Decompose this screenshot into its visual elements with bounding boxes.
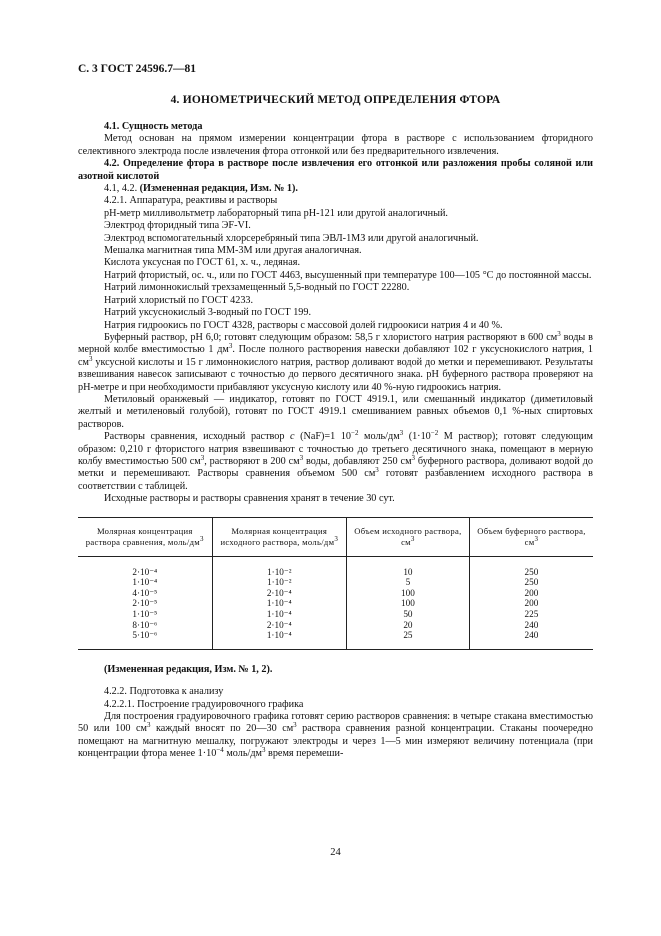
table-cell: 240: [524, 630, 539, 641]
table-cell: 1·10⁻²: [267, 577, 292, 588]
section-4-2-2-1-heading: 4.2.2.1. Построение градуировочного графика: [104, 698, 304, 710]
section-title: 4. ИОНОМЕТРИЧЕСКИЙ МЕТОД ОПРЕДЕЛЕНИЯ ФТОРА: [170, 94, 501, 106]
page-number: 24: [330, 847, 341, 858]
column-reference-concentration: [78, 556, 212, 649]
table-cell: 8·10⁻⁶: [132, 619, 158, 630]
dilution-table: [78, 517, 593, 650]
header-stock-concentration: Молярная концентрация исходного раствора, моль/$дм^3$: [212, 517, 346, 556]
table-body-row: [78, 556, 593, 649]
reagent-item: Электрод фторидный типа ЭF-VI.: [104, 220, 251, 232]
reagent-item: Натрий хлористый по ГОСТ 4233.: [104, 294, 254, 306]
table-cell: 200: [524, 587, 539, 598]
header-reference-concentration: Молярная концентрация раствора сравнения, моль/$дм^3$: [78, 517, 212, 556]
section-4-2-2-heading: 4.2.2. Подготовка к анализу: [104, 686, 224, 698]
buffer-solution-paragraph: Буферный раствор, рН 6,0; готовят следующим образом: 58,5 г хлористого натрия растворяют в 600 $см^3$ воды в мерной колбе вместимостью 1 $дм^3$. После полного растворения навески добавляют 102 г уксуснокислого натрия, 1 $см^3$ уксусной кислоты и 15 г лимоннокислого натрия, раствор доливают водой до метки и перемешивают. Результаты взвешивания навесок записывают с точностью до первого десятичного знака. рН буферного раствора проверяют на рН-метре и при необходимости прибавляют уксусную кислоту или 40 %-ную гидроокись натрия.: [78, 329, 594, 393]
reagent-item: Натрий уксуснокислый 3-водный по ГОСТ 199.: [104, 307, 312, 319]
column-stock-concentration: [212, 556, 346, 649]
reagent-item: Натрий лимоннокислый трехзамещенный 5,5-водный по ГОСТ 22280.: [104, 282, 410, 294]
section-4-1-text: Метод основан на прямом измерении концентрации фтора в растворе с использованием фторидного селективного электрода после извлечения фтора отгонкой или без предварительного извлечения.: [78, 133, 593, 157]
table-cell: 4·10⁻⁵: [132, 587, 158, 598]
table-cell: 10: [403, 566, 413, 577]
comparison-solutions-paragraph: Растворы сравнения, исходный раствор c (NaF)=1 $10^{-2}$ моль/$дм^3$ ($1\cdot 10^{-2}$ М раствор); готовят следующим образом: 0,210 г фтористого натрия взвешивают с точностью до третьего десятичного знака, помещают в мерную колбу вместимостью 500 $см^3$, растворяют в 200 $см^3$ воды, добавляют 250 $см^3$ буферного раствора, доливают водой до метки и перемешивают. Растворы сравнения объемом 500 $см^3$ готовят разбавлением исходного раствора в соответствии с таблицей.: [78, 429, 593, 492]
revision-note-2: (Измененная редакция, Изм. № 1, 2).: [104, 663, 273, 675]
section-4-1-heading: 4.1. Сущность метода: [104, 121, 203, 132]
reagent-item: Натрий фтористый, ос. ч., или по ГОСТ 4463, высушенный при температуре 100—105 °С до постоянной массы.: [104, 269, 592, 281]
calibration-paragraph: Для построения градуировочного графика готовят серию растворов сравнения: в четыре стакана вместимостью 50 или 100 $см^3$ каждый вносят по 20—30 $см^3$ раствора сравнения разной концентрации. Стаканы поочередно помещают на магнитную мешалку, погружают электроды и через 1—5 мин измеряют величину потенциала (при концентрации фтора менее $1\cdot 10^{-4}$ моль/$дм^3$ время перемеши-: [78, 710, 593, 760]
storage-paragraph: Исходные растворы и растворы сравнения хранят в течение 30 сут.: [104, 493, 395, 505]
table-cell: 2·10⁻⁴: [132, 566, 158, 577]
column-buffer-volume: [469, 556, 593, 649]
reagent-list: [78, 208, 593, 332]
table-cell: 100: [401, 598, 415, 609]
table-cell: 100: [401, 587, 415, 598]
table-cell: 2·10⁻⁴: [266, 587, 292, 598]
page-header: С. 3 ГОСТ 24596.7—81: [78, 63, 197, 75]
reagent-item: Кислота уксусная по ГОСТ 61, х. ч., ледяная.: [104, 257, 301, 269]
revision-note-1: 4.1, 4.2. (Измененная редакция, Изм. № 1).: [104, 183, 298, 195]
table-cell: 20: [403, 619, 413, 630]
table-cell: 2·10⁻⁴: [266, 619, 292, 630]
header-stock-volume: Объем исходного раствора, $см^3$: [346, 517, 469, 556]
header-buffer-volume: Объем буферного раствора, $см^3$: [469, 517, 593, 556]
table-cell: 5·10⁻⁶: [132, 630, 158, 641]
table-cell: 50: [403, 608, 413, 619]
table-header-row: [78, 517, 593, 556]
document-body: [78, 121, 593, 761]
table-cell: 250: [524, 566, 539, 577]
section-4-2-1-heading: 4.2.1. Аппаратура, реактивы и растворы: [104, 195, 278, 207]
table-cell: 1·10⁻⁴: [266, 630, 292, 641]
table-cell: 1·10⁻⁴: [132, 577, 158, 588]
table-cell: 5: [405, 577, 411, 588]
section-4-2-heading: 4.2. Определение фтора в растворе после извлечения его отгонкой или разложения пробы соляной или азотной кислотой: [78, 158, 593, 182]
indicator-paragraph: Метиловый оранжевый — индикатор, готовят по ГОСТ 4919.1, или смешанный индикатор (диметиловый желтый и метиленовый голубой), готовят по ГОСТ 4919.1 смешиванием равных объемов 0,1 %-ных спиртовых растворов.: [78, 393, 593, 430]
table-cell: 2·10⁻⁵: [132, 598, 158, 609]
table-cell: 225: [524, 608, 539, 619]
reagent-item: Натрия гидроокись по ГОСТ 4328, растворы с массовой долей гидроокиси натрия 4 и 40 %.: [104, 319, 503, 331]
reagent-item: Электрод вспомогательный хлорсеребряный типа ЭВЛ-1МЗ или другой аналогичный.: [104, 232, 479, 244]
column-stock-volume: [346, 556, 469, 649]
table-cell: 200: [524, 598, 539, 609]
table-cell: 25: [403, 630, 413, 641]
table-cell: 1·10⁻⁵: [132, 608, 158, 619]
table-cell: 1·10⁻⁴: [266, 608, 292, 619]
table-cell: 1·10⁻⁴: [266, 598, 292, 609]
table-cell: 250: [524, 577, 539, 588]
table-cell: 240: [524, 619, 539, 630]
reagent-item: рН-метр милливольтметр лабораторный типа рН-121 или другой аналогичный.: [104, 207, 448, 219]
table-cell: 1·10⁻²: [267, 566, 292, 577]
reagent-item: Мешалка магнитная типа ММ-3М или другая аналогичная.: [104, 245, 362, 257]
